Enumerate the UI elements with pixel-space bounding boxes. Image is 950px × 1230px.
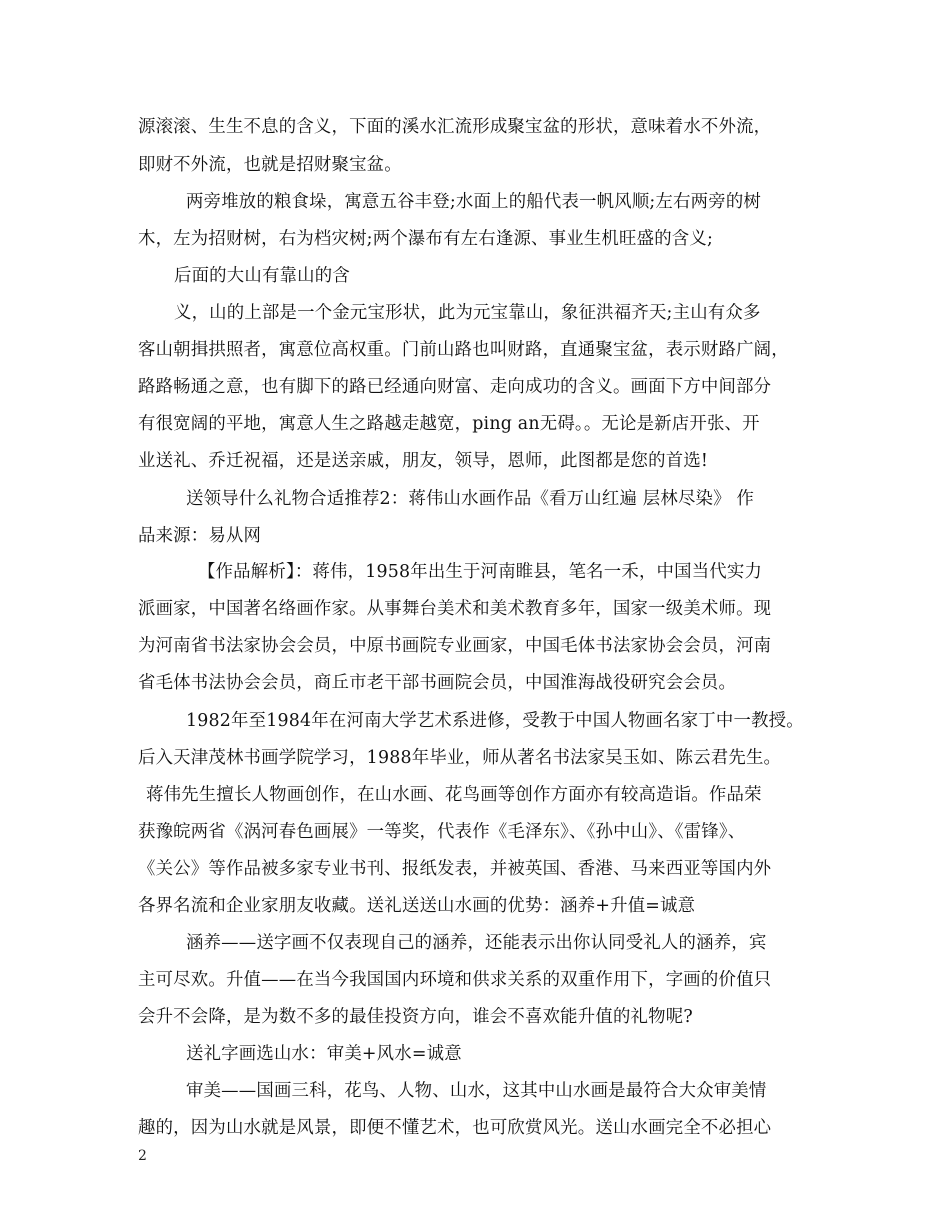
text-line: 派画家，中国著名络画作家。从事舞台美术和美术教育多年，国家一级美术师。现 — [138, 599, 772, 619]
text-line: 送礼字画选山水：审美+风水=诚意 — [186, 1044, 462, 1064]
text-line: 即财不外流，也就是招财聚宝盆。 — [138, 155, 402, 175]
text-line: 木，左为招财树，右为档灾树;两个瀑布有左右逢源、事业生机旺盛的含义; — [138, 229, 714, 249]
text-line: 有很宽阔的平地，寓意人生之路越走越宽，ping an无碍。。无论是新店开张、开 — [138, 414, 760, 434]
text-line: 客山朝揖拱照者，寓意位高权重。门前山路也叫财路，直通聚宝盆，表示财路广阔， — [138, 340, 789, 360]
text-line: 蒋伟先生擅长人物画创作，在山水画、花鸟画等创作方面亦有较高造诣。作品荣 — [146, 785, 762, 805]
text-line: 路路畅通之意，也有脚下的路已经通向财富、走向成功的含义。画面下方中间部分 — [138, 377, 772, 397]
text-line: 涵养——送字画不仅表现自己的涵养，还能表示出你认同受礼人的涵养，宾 — [186, 933, 767, 953]
text-line: 省毛体书法协会会员，商丘市老干部书画院会员，中国淮海战役研究会会员。 — [138, 673, 737, 693]
text-line: 后面的大山有靠山的含 — [174, 266, 350, 286]
text-line: 【作品解析】：蒋伟，1958年出生于河南睢县，笔名一禾，中国当代实力 — [198, 562, 763, 582]
text-line: 业送礼、乔迁祝福，还是送亲戚，朋友，领导，恩师，此图都是您的首选! — [138, 451, 709, 471]
text-line: 主可尽欢。升值——在当今我国国内环境和供求关系的双重作用下，字画的价值只 — [138, 970, 772, 990]
text-line: 源滚滚、生生不息的含义，下面的溪水汇流形成聚宝盆的形状，意味着水不外流， — [138, 117, 772, 137]
text-line: 会升不会降，是为数不多的最佳投资方向，谁会不喜欢能升值的礼物呢? — [138, 1007, 693, 1027]
text-line: 获豫皖两省《涡河春色画展》一等奖，代表作《毛泽东》、《孙中山》、《雷锋》、 — [138, 822, 746, 842]
text-line: 趣的，因为山水就是风景，即便不懂艺术，也可欣赏风光。送山水画完全不必担心 — [138, 1118, 772, 1138]
page-number: 2 — [138, 1148, 147, 1164]
text-line: 送领导什么礼物合适推荐2：蒋伟山水画作品《看万山红遍 层林尽染》 作 — [186, 489, 755, 509]
text-line: 两旁堆放的粮食垛，寓意五谷丰登;水面上的船代表一帆风顺;左右两旁的树 — [186, 192, 762, 212]
text-line: 后入天津茂林书画学院学习，1988年毕业，师从著名书法家吴玉如、陈云君先生。 — [138, 748, 782, 768]
text-line: 审美——国画三科，花鸟、人物、山水，这其中山水画是最符合大众审美情 — [186, 1081, 767, 1101]
text-line: 《关公》等作品被多家专业书刊、报纸发表，并被英国、香港、马来西亚等国内外 — [138, 859, 772, 879]
text-line: 1982年至1984年在河南大学艺术系进修，受教于中国人物画名家丁中一教授。 — [186, 711, 804, 731]
text-line: 义，山的上部是一个金元宝形状，此为元宝靠山，象征洪福齐天;主山有众多 — [174, 303, 761, 323]
text-line: 各界名流和企业家朋友收藏。送礼送送山水画的优势：涵养+升值=诚意 — [138, 896, 696, 916]
text-line: 品来源：易从网 — [138, 526, 262, 546]
text-line: 为河南省书法家协会会员，中原书画院专业画家，中国毛体书法家协会会员，河南 — [138, 636, 772, 656]
